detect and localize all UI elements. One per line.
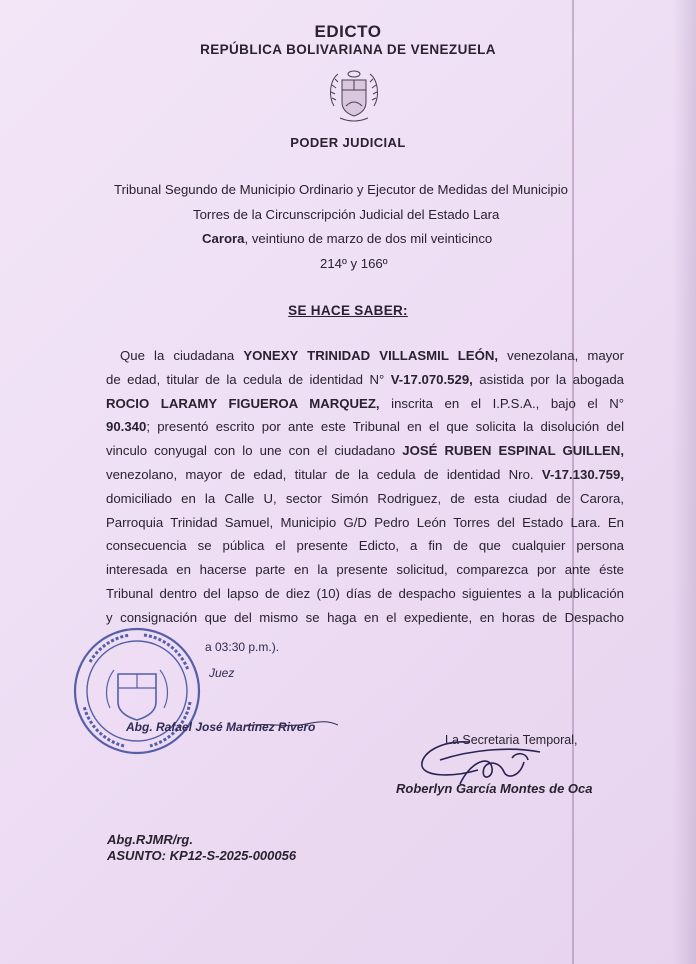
judge-title: Juez [209,666,235,680]
years-line: 214º y 166º [320,256,388,271]
date-text: , veintiuno de marzo de dos mil veinticinco [244,231,493,246]
body-line: venezolano, mayor de edad, titular de la cedula de identidad Nro. V-17.130.759, [106,466,624,482]
secretary-name: Roberlyn García Montes de Oca [396,781,593,796]
body-line: consecuencia se pública el presente Edicto, a fin de que cualquier persona [106,538,624,554]
applicant-name: YONEXY TRINIDAD VILLASMIL LEÓN, [243,348,499,363]
hours-text: a 03:30 p.m.). [205,640,280,654]
body-line: interesada en hacerse parte en la presente solicitud, comparezca por ante éste [106,562,624,578]
coat-of-arms-icon [326,66,382,128]
court-seal-stamp [70,622,205,760]
republic-heading: REPÚBLICA BOLIVARIANA DE VENEZUELA [200,42,496,57]
body-line: Tribunal dentro del lapso de diez (10) días de despacho siguientes a la publicación [106,585,624,601]
body-line: 90.340; presentó escrito por ante este Tribunal en el que solicita la disolución del [106,419,624,435]
court-line-1: Tribunal Segundo de Municipio Ordinario y Ejecutor de Medidas del Municipio [114,182,568,197]
judge-name: Abg. Rafael José Martinez Rivero [126,720,316,734]
ipsa-number: 90.340 [106,419,147,435]
branch-heading: PODER JUDICIAL [290,135,406,150]
body-line: vinculo conyugal con lo une con el ciudadano JOSÉ RUBEN ESPINAL GUILLEN, [106,443,624,459]
city: Carora [202,231,245,246]
body-line: Parroquia Trinidad Samuel, Municipio G/D Pedro León Torres del Estado Lara. En [106,514,624,530]
body-line: ROCIO LARAMY FIGUEROA MARQUEZ, inscrita en el I.P.S.A., bajo el N° [106,395,625,411]
respondent-name: JOSÉ RUBEN ESPINAL GUILLEN, [402,443,624,459]
secretary-title: La Secretaria Temporal, [445,733,578,747]
body-line: de edad, titular de la cedula de identidad N° V-17.070.529, asistida por la abogada [106,371,624,387]
respondent-id: V-17.130.759, [541,466,624,482]
applicant-id: V-17.070.529, [390,371,473,387]
body-line: domiciliado en la Calle U, sector Simón Rodriguez, de esta ciudad de Carora, [106,490,624,506]
body-line: y consignación que del mismo se haga en el expediente, en horas de Despacho [106,609,624,625]
judge-signature-line [246,716,338,732]
lawyer-name: ROCIO LARAMY FIGUEROA MARQUEZ, [106,395,380,411]
notice-heading: SE HACE SABER: [288,303,408,318]
notice-body [106,344,624,630]
body-line: Que la ciudadana YONEXY TRINIDAD VILLASMIL LEÓN, venezolana, mayor [120,348,625,363]
date-line [202,231,492,246]
initials: Abg.RJMR/rg. [107,832,193,847]
case-number: ASUNTO: KP12-S-2025-000056 [107,848,297,863]
document-title: EDICTO [314,22,382,41]
court-line-2: Torres de la Circunscripción Judicial del Estado Lara [193,207,500,222]
